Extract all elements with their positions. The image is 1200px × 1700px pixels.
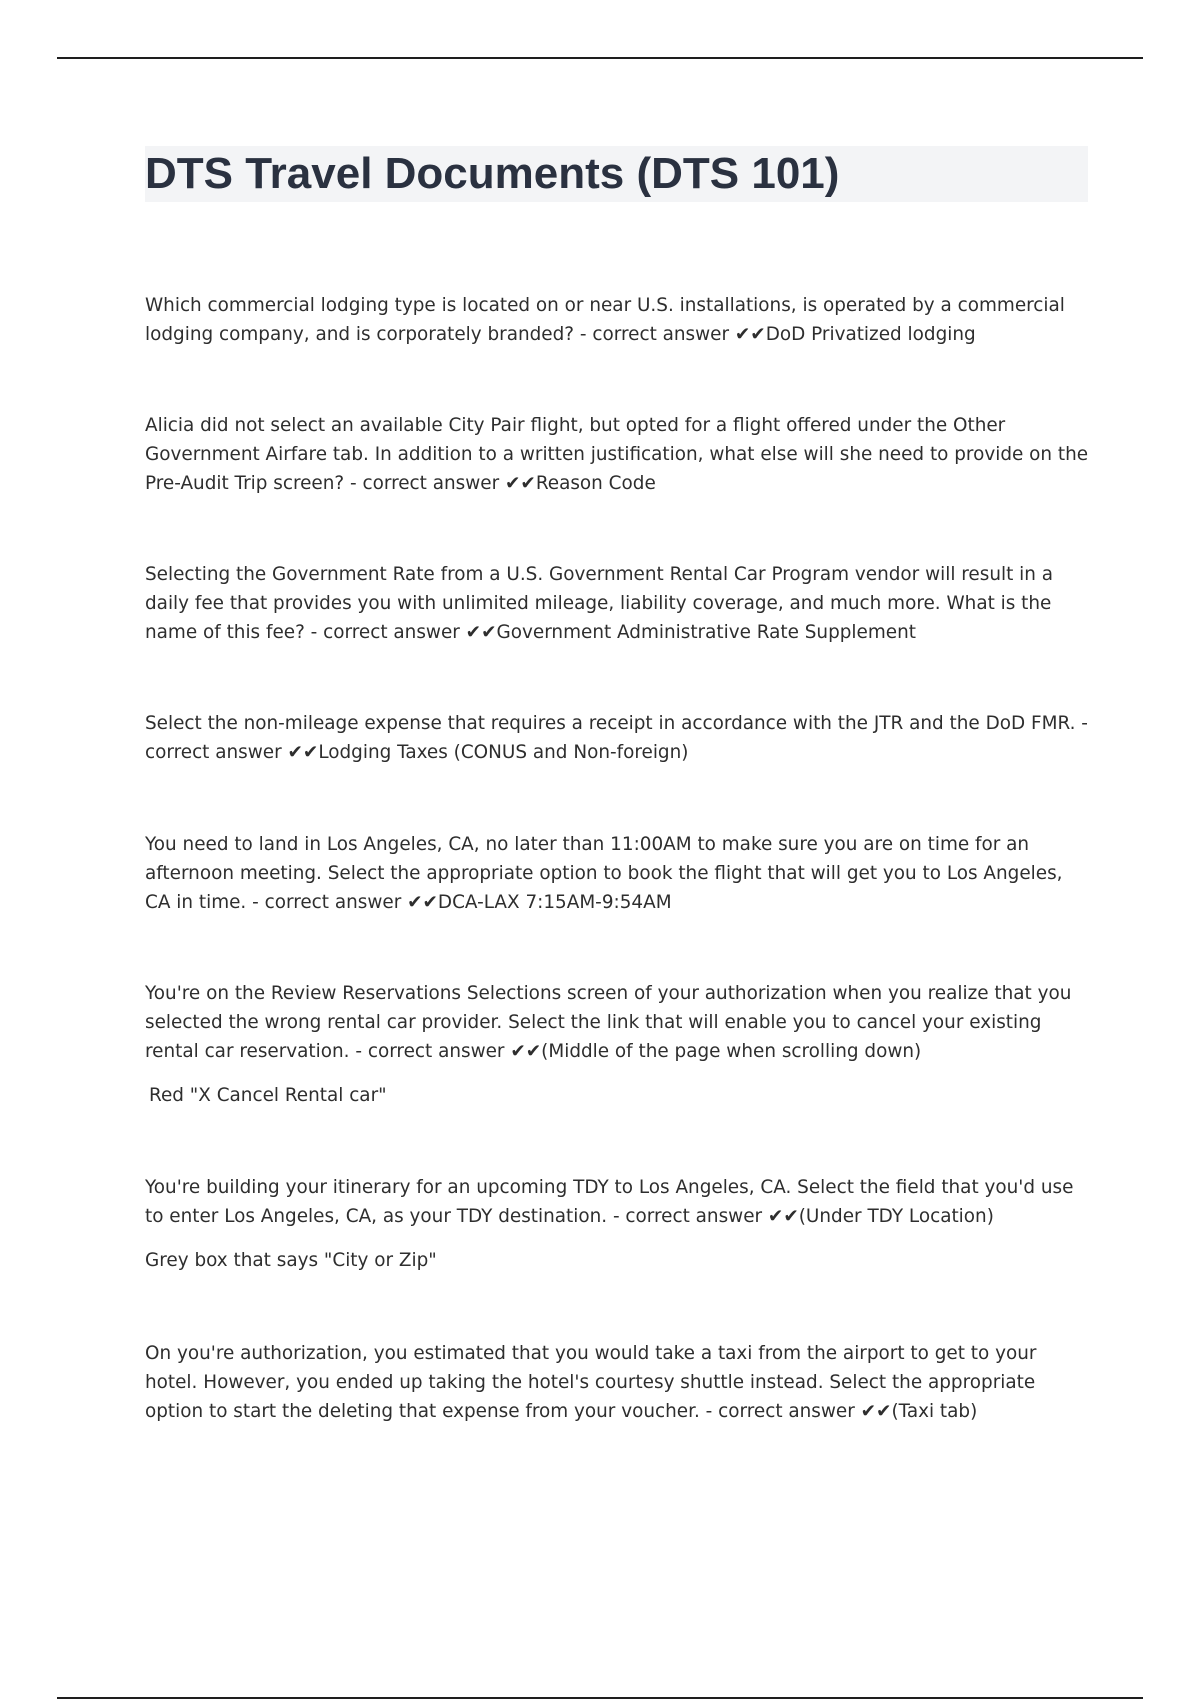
qa-text: Selecting the Government Rate from a U.S. Government Rental Car Program vendor will result in a daily fee that provides you with unlimited mileage, liability coverage, and much more. What is the name of this fee? - correct answer ✔✔Government Administrative Rate Supplement — [145, 564, 1054, 643]
qa-item-3 — [145, 560, 1090, 647]
title-banner — [145, 146, 1088, 202]
qa-text: You're on the Review Reservations Selections screen of your authorization when you realize that you selected the wrong rental car provider. Select the link that will enable you to cancel your existing rental car reservation. - correct answer ✔✔(Middle of the page when scrolling down) — [145, 983, 1072, 1062]
qa-item-8 — [145, 1339, 1090, 1426]
qa-text: You're building your itinerary for an upcoming TDY to Los Angeles, CA. Select the field that you'd use to enter Los Angeles, CA, as your TDY destination. - correct answer ✔✔(Under TDY Location) — [145, 1177, 1074, 1227]
top-divider — [57, 57, 1143, 59]
qa-item-1 — [145, 291, 1090, 349]
bottom-divider — [57, 1697, 1143, 1699]
qa-item-4 — [145, 709, 1090, 767]
qa-text: On you're authorization, you estimated that you would take a taxi from the airport to get to your hotel. However, you ended up taking the hotel's courtesy shuttle instead. Select the appropriate option to start the deleting that expense from your voucher. - correct answer ✔✔(Taxi tab) — [145, 1343, 1037, 1422]
qa-text: Alicia did not select an available City Pair flight, but opted for a flight offered under the Other Government Airfare tab. In addition to a written justification, what else will she need to provide on the Pre-Audit Trip screen? - correct answer ✔✔Reason Code — [145, 415, 1089, 494]
qa-item-5 — [145, 830, 1090, 917]
qa-text: Select the non-mileage expense that requires a receipt in accordance with the JTR and the DoD FMR. - correct answer ✔✔Lodging Taxes (CONUS and Non-foreign) — [145, 713, 1088, 763]
qa-text: You need to land in Los Angeles, CA, no later than 11:00AM to make sure you are on time for an afternoon meeting. Select the appropriate option to book the flight that will get you to Los Angeles, CA in time. - correct answer ✔✔DCA-LAX 7:15AM-9:54AM — [145, 834, 1063, 913]
qa-item-2 — [145, 411, 1090, 498]
qa-item-7 — [145, 1173, 1090, 1275]
qa-item-6 — [145, 979, 1090, 1110]
qa-text: Which commercial lodging type is located on or near U.S. installations, is operated by a commercial lodging company, and is corporately branded? - correct answer ✔✔DoD Privatized lodging — [145, 295, 1065, 345]
qa-note: Grey box that says "City or Zip" — [145, 1250, 437, 1271]
page-title: DTS Travel Documents (DTS 101) — [145, 149, 840, 198]
qa-note: Red "X Cancel Rental car" — [149, 1085, 387, 1106]
